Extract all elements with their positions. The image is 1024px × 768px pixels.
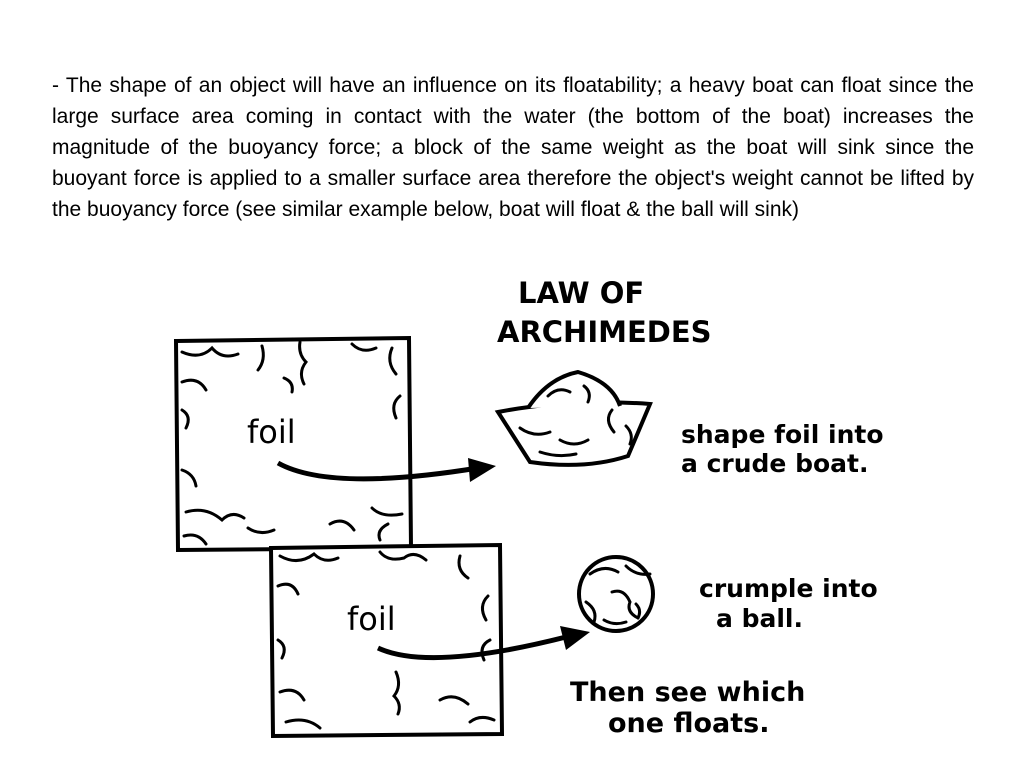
- illustration-title-line2: ARCHIMEDES: [497, 315, 712, 349]
- ball-caption-line1: crumple into: [699, 574, 878, 603]
- footer-line2: one floats.: [608, 708, 770, 739]
- boat-caption-line1: shape foil into: [681, 420, 884, 449]
- crude-boat-drawing: [498, 372, 650, 465]
- foil-label-top: foil: [247, 413, 296, 451]
- footer-line1: Then see which: [570, 677, 806, 708]
- ball-caption-line2: a ball.: [716, 604, 803, 633]
- body-paragraph: - The shape of an object will have an influence on its floatability; a heavy boat can float since the large surface area coming in contact with the water (the bottom of the boat) increases the magnitude of the buoyancy force; a block of the same weight as the boat will sink since the buoyant force is applied to a smaller surface area therefore the object's weight cannot be lifted by the buoyancy force (see similar example below, boat will float & the ball will sink): [52, 74, 974, 221]
- foil-label-bottom: foil: [347, 600, 396, 638]
- foil-sheet-bottom: [271, 545, 590, 736]
- foil-sheet-top: [176, 338, 496, 550]
- crumpled-ball-drawing: [579, 557, 653, 631]
- illustration-title-line1: LAW OF: [518, 276, 645, 310]
- boat-caption-line2: a crude boat.: [681, 449, 869, 478]
